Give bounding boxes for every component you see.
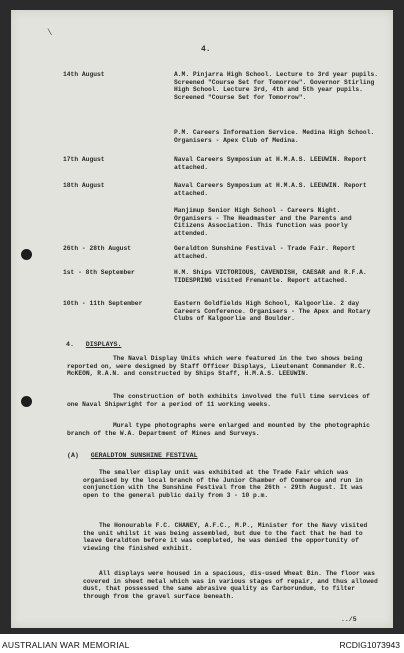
schedule-entry: P.M. Careers Information Service. Medina High School. Organisers - Apex Club of Medina. [174, 129, 375, 144]
body-paragraph: The Naval Display Units which were featured in the two shows being reported on, were designed by Staff Officer Displays, Lieutenant Commander R.C. McKEON, R.A.N. and constructed by Ships Staff, H.M.A.S. LEEUWIN. [67, 355, 366, 378]
schedule-entry: H.M. Ships VICTORIOUS, CAVENDISH, CAESAR and R.F.A. TIDESPRING visited Fremantle. Report attached. [174, 269, 367, 284]
body-paragraph: The Honourable F.C. CHANEY, A.F.C., M.P., Minister for the Navy visited the unit whilst it was being assembled, but due to the fact that he had to leave Geraldton before it was completed, he was denied the opportunity of viewing the finished exhibit. [83, 522, 368, 552]
body-paragraph: All displays were housed in a spacious, dis-used Wheat Bin. The floor was covered in sheet metal which was in various stages of repair, and thus allowed dust, that possessed the same abrasive quality as Carborundum, to filter through from the gravel surface beneath. [83, 570, 378, 600]
punch-hole [21, 396, 32, 407]
schedule-date: 14th August [63, 71, 105, 78]
subsection-title: GERALDTON SUNSHINE FESTIVAL [90, 452, 198, 459]
schedule-date: 10th - 11th September [63, 300, 143, 307]
body-paragraph: The smaller display unit was exhibited at the Trade Fair which was organised by the local branch of the Junior Chamber of Commerce and run in conjunction with the Sunshine Festival from the 26th - 29th August. It was open to the general public daily from 3 - 10 p.m. [83, 469, 363, 499]
punch-hole [21, 249, 32, 260]
section-number: 4. [66, 341, 74, 348]
archive-credit: AUSTRALIAN WAR MEMORIAL [2, 640, 130, 650]
schedule-date: 18th August [63, 182, 105, 189]
subsection-heading [67, 452, 198, 459]
schedule-entry: A.M. Pinjarra High School. Lecture to 3rd year pupils. Screened "Course Set for Tomorrow". Governor Stirling High School. Lecture 3rd, 4th and 5th year pupils. Screened "Course Set for Tomorrow". [174, 71, 379, 101]
margin-mark: \ [47, 28, 53, 38]
document-page [11, 10, 393, 628]
section-title: DISPLAYS. [85, 341, 122, 348]
schedule-date: 1st - 8th September [63, 269, 135, 276]
schedule-entry: Geraldton Sunshine Festival - Trade Fair. Report attached. [174, 245, 356, 260]
page-number: 4. [201, 45, 211, 54]
schedule-entry: Manjimup Senior High School - Careers Night. Organisers - The Headmaster and the Parents and Citizens Association. This function was poorly attended. [174, 207, 352, 237]
subsection-label: (A) [67, 452, 79, 459]
schedule-date: 17th August [63, 156, 105, 163]
body-paragraph: Mural type photographs were enlarged and mounted by the photographic branch of the W.A. Department of Mines and Surveys. [67, 422, 370, 437]
body-paragraph: The construction of both exhibits involved the full time services of one Naval Shipwright for a period of 11 working weeks. [67, 393, 370, 408]
continuation-marker: ../5 [341, 616, 357, 623]
section-heading [66, 341, 121, 348]
schedule-entry: Naval Careers Symposium at H.M.A.S. LEEUWIN. Report attached. [174, 182, 367, 197]
record-id: RCDIG1073943 [339, 640, 400, 650]
schedule-entry: Naval Careers Symposium at H.M.A.S. LEEUWIN. Report attached. [174, 156, 367, 171]
schedule-date: 26th - 28th August [63, 245, 132, 252]
schedule-entry: Eastern Goldfields High School, Kalgoorlie. 2 day Careers Conference. Organisers - The Apex and Rotary Clubs of Kalgoorlie and Boulder. [174, 300, 371, 323]
